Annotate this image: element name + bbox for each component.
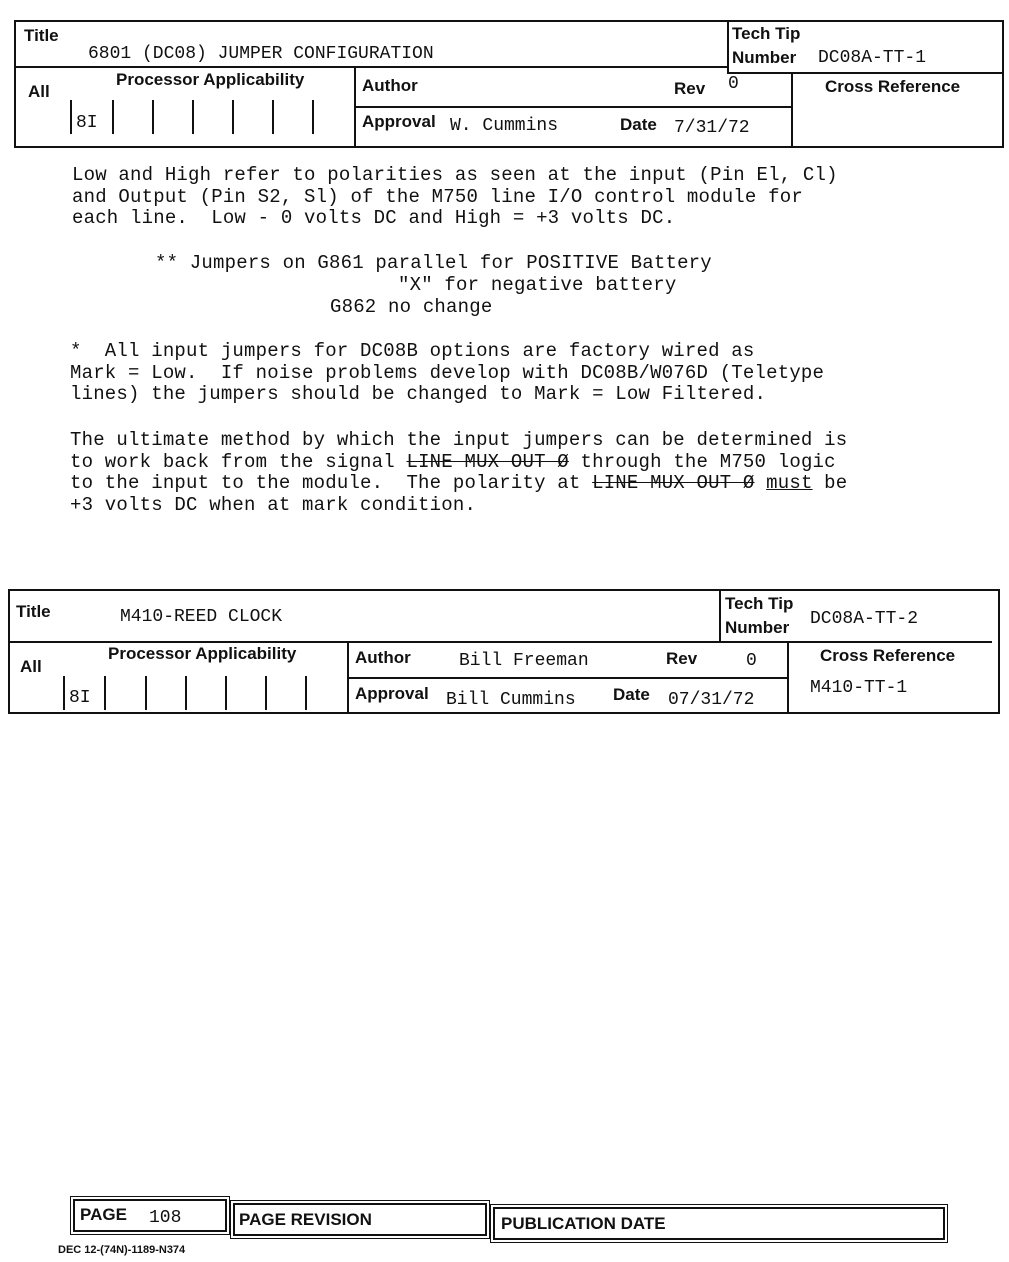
page-revision-label: PAGE REVISION — [239, 1210, 372, 1229]
divider — [348, 677, 788, 679]
cross-reference-label: Cross Reference — [820, 646, 956, 665]
text-fragment: to work back from the signal — [70, 450, 407, 473]
all-label: All — [20, 657, 42, 676]
divider — [355, 106, 792, 108]
author-label: Author — [355, 648, 411, 667]
date-label: Date — [620, 115, 657, 134]
divider — [719, 589, 721, 642]
text-line: +3 volts DC when at mark condition. — [70, 493, 477, 516]
paragraph-factory-wired — [70, 341, 824, 406]
publication-date-box — [493, 1207, 945, 1240]
text-fragment — [755, 472, 767, 494]
jumper-note-line-3: G862 no change — [330, 296, 493, 318]
jumper-note-line-2: "X" for negative battery — [398, 274, 677, 296]
form-code: DEC 12-(74N)-1189-N374 — [58, 1244, 186, 1256]
text-line: Low and High refer to polarities as seen at the input (Pin El, Cl) — [72, 164, 838, 186]
proc-cell — [232, 100, 234, 134]
publication-date-label: PUBLICATION DATE — [501, 1214, 666, 1233]
emphasis-must: must — [766, 472, 813, 494]
divider — [14, 66, 729, 68]
tech-tip-label: Tech Tip — [732, 24, 801, 43]
proc-cell — [225, 676, 227, 710]
proc-cell — [312, 100, 314, 134]
page-revision-box — [233, 1203, 487, 1236]
text-line: The ultimate method by which the input jumpers can be determined is — [70, 429, 848, 451]
approval-label: Approval — [362, 112, 436, 131]
signal-name-struck: LINE MUX OUT Ø — [406, 450, 569, 473]
approval-label: Approval — [355, 684, 429, 703]
page-number: 108 — [149, 1208, 182, 1228]
rev-label: Rev — [674, 79, 706, 98]
text-line: Mark = Low. If noise problems develop with DC08B/W076D (Teletype — [70, 361, 825, 384]
processor-value: 8I — [69, 688, 91, 708]
proc-cell — [192, 100, 194, 134]
number-label: Number — [725, 618, 790, 637]
text-line: each line. Low - 0 volts DC and High = +3 volts DC. — [72, 207, 676, 229]
tech-tip-title: 6801 (DC08) JUMPER CONFIGURATION — [88, 44, 434, 64]
jumper-note-line-1: ** Jumpers on G861 parallel for POSITIVE Battery — [155, 252, 712, 274]
proc-cell — [112, 100, 114, 134]
processor-applicability-label: Processor Applicability — [108, 644, 297, 663]
divider — [347, 641, 349, 714]
rev-value: 0 — [728, 74, 739, 94]
processor-applicability-label: Processor Applicability — [116, 70, 305, 89]
proc-cell — [63, 676, 65, 710]
divider — [791, 72, 793, 148]
proc-cell — [305, 676, 307, 710]
text-line: * All input jumpers for DC08B options are factory wired as — [70, 340, 755, 362]
all-label: All — [28, 82, 50, 101]
tech-tip-label: Tech Tip — [725, 594, 794, 613]
approval-value: W. Cummins — [450, 116, 559, 136]
signal-name-struck: LINE MUX OUT Ø — [592, 472, 755, 494]
text-line: lines) the jumpers should be changed to Mark = Low Filtered. — [70, 383, 767, 405]
rev-value: 0 — [746, 651, 757, 671]
text-line: and Output (Pin S2, Sl) of the M750 line I/O control module for — [72, 185, 803, 208]
proc-cell — [70, 100, 72, 134]
text-fragment: be — [812, 472, 848, 494]
proc-cell — [265, 676, 267, 710]
paragraph-ultimate-method — [70, 430, 847, 516]
page-label: PAGE — [80, 1205, 127, 1224]
paragraph-polarities — [72, 165, 838, 230]
proc-cell — [185, 676, 187, 710]
divider — [8, 641, 992, 643]
date-label: Date — [613, 685, 650, 704]
processor-value: 8I — [76, 113, 98, 133]
proc-cell — [272, 100, 274, 134]
text-fragment: through the M750 logic — [568, 450, 836, 473]
approval-value: Bill Cummins — [446, 690, 576, 710]
date-value: 07/31/72 — [668, 690, 755, 710]
proc-cell — [104, 676, 106, 710]
tech-tip-number: DC08A-TT-1 — [818, 48, 927, 68]
divider — [727, 20, 729, 72]
date-value: 7/31/72 — [674, 118, 750, 138]
proc-cell — [152, 100, 154, 134]
proc-cell — [145, 676, 147, 710]
page-box — [73, 1199, 227, 1232]
rev-label: Rev — [666, 649, 698, 668]
divider — [354, 66, 356, 148]
divider — [787, 641, 789, 714]
author-value: Bill Freeman — [459, 651, 589, 671]
author-label: Author — [362, 76, 418, 95]
cross-reference-value: M410-TT-1 — [810, 678, 908, 698]
tech-tip-title: M410-REED CLOCK — [120, 607, 283, 627]
number-label: Number — [732, 48, 797, 67]
tech-tip-number: DC08A-TT-2 — [810, 609, 919, 629]
cross-reference-label: Cross Reference — [825, 77, 961, 96]
text-fragment: to the input to the module. The polarity at — [70, 472, 593, 494]
title-label: Title — [16, 602, 51, 621]
title-label: Title — [24, 26, 59, 45]
